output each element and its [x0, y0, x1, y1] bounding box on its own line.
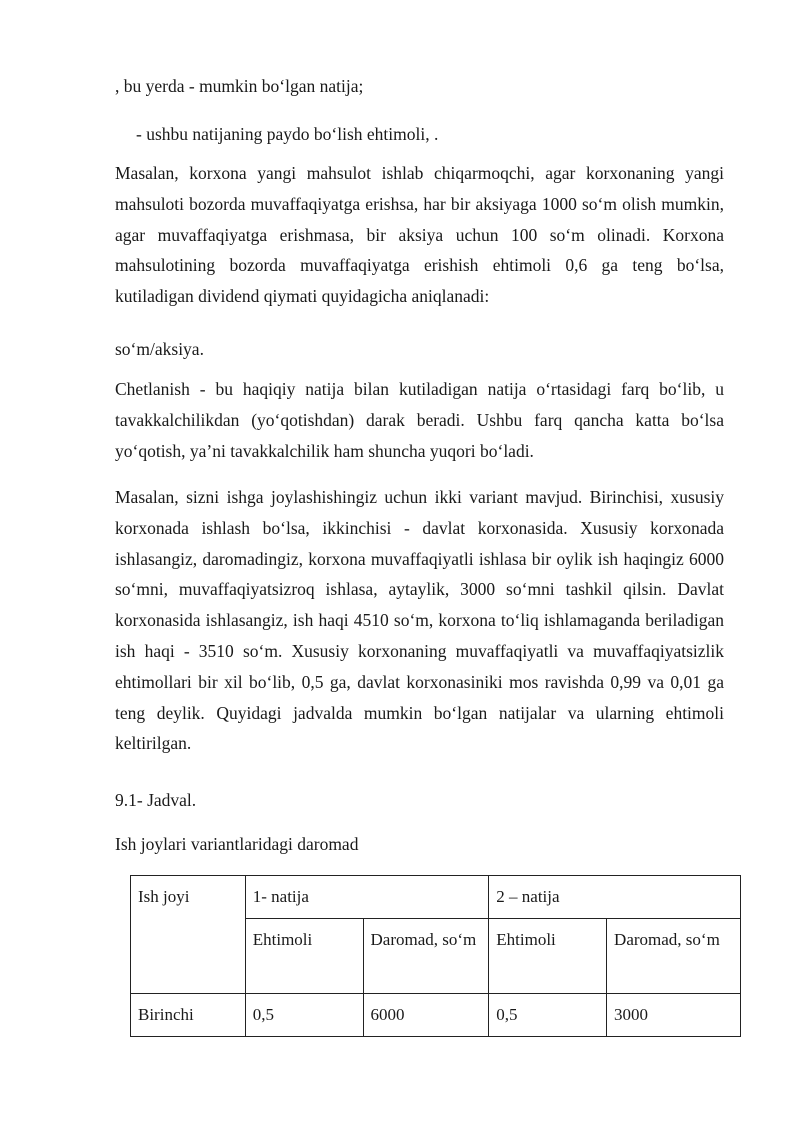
- income-table: [130, 875, 741, 1037]
- cell-daromad-1: 6000: [363, 994, 489, 1037]
- formula-explanation-probability: - ushbu natijaning paydo boʻlish ehtimoli, .: [136, 124, 439, 144]
- cell-ehtimoli-1: 0,5: [245, 994, 363, 1037]
- cell-name: Birinchi: [131, 994, 246, 1037]
- dividend-unit-line: soʻm/aksiya.: [115, 339, 204, 359]
- cell-daromad-2: 3000: [607, 994, 741, 1037]
- table-row: [131, 994, 741, 1037]
- table-number-caption: 9.1- Jadval.: [115, 790, 197, 810]
- subheader-daromad-2: Daromad, soʻm: [607, 919, 741, 994]
- header-natija-2: 2 – natija: [489, 876, 741, 919]
- subheader-ehtimoli-2: Ehtimoli: [489, 919, 607, 994]
- subheader-ehtimoli-1: Ehtimoli: [245, 919, 363, 994]
- formula-explanation-result: , bu yerda - mumkin boʻlgan natija;: [115, 76, 364, 96]
- header-ish-joyi: Ish joyi: [131, 876, 246, 994]
- paragraph-job-example: Masalan, sizni ishga joylashishingiz uchun ikki variant mavjud. Birinchisi, xususiy korxonada ishlash boʻlsa, ikkinchisi - davlat korxonasida. Xususiy korxonada ishlasangiz, daromadingiz, korxona muvaffaqiyatli ishlasa bir oylik ish haqingiz 6000 soʻmni, muvaffaqiyatsizroq ishlasa, aytaylik, 3000 soʻmni tashkil qilsin. Davlat korxonasida ishlasangiz, ish haqi 4510 soʻm, korxona toʻliq ishlamaganda beriladigan ish haqi - 3510 soʻm. Xususiy korxonaning muvaffaqiyatli va muvaffaqiyatsizlik ehtimollari bir xil boʻlib, 0,5 ga, davlat korxonasiniki mos ravishda 0,99 va 0,01 ga teng deylik. Quyidagi jadvalda mumkin boʻlgan natijalar va ularning ehtimoli keltirilgan.: [115, 487, 724, 754]
- subheader-daromad-1: Daromad, soʻm: [363, 919, 489, 994]
- paragraph-dividend-example: Masalan, korxona yangi mahsulot ishlab chiqarmoqchi, agar korxonaning yangi mahsuloti bozorda muvaffaqiyatga erishsa, har bir aksiyaga 1000 soʻm olish mumkin, agar muvaffaqiyatga erishmasa, bir aksiya uchun 100 soʻm olinadi. Korxona mahsulotining bozorda muvaffaqiyatga erishish ehtimoli 0,6 ga teng boʻlsa, kutiladigan dividend qiymati quyidagicha aniqlanadi:: [115, 163, 724, 307]
- header-natija-1: 1- natija: [245, 876, 489, 919]
- cell-ehtimoli-2: 0,5: [489, 994, 607, 1037]
- paragraph-deviation: Chetlanish - bu haqiqiy natija bilan kutiladigan natija oʻrtasidagi farq boʻlib, u tavakkalchilikdan (yoʻqotishdan) darak beradi. Ushbu farq qancha katta boʻlsa yoʻqotish, ya’ni tavakkalchilik ham shuncha yuqori boʻladi.: [115, 379, 724, 461]
- table-title: Ish joylari variantlaridagi daromad: [115, 834, 359, 854]
